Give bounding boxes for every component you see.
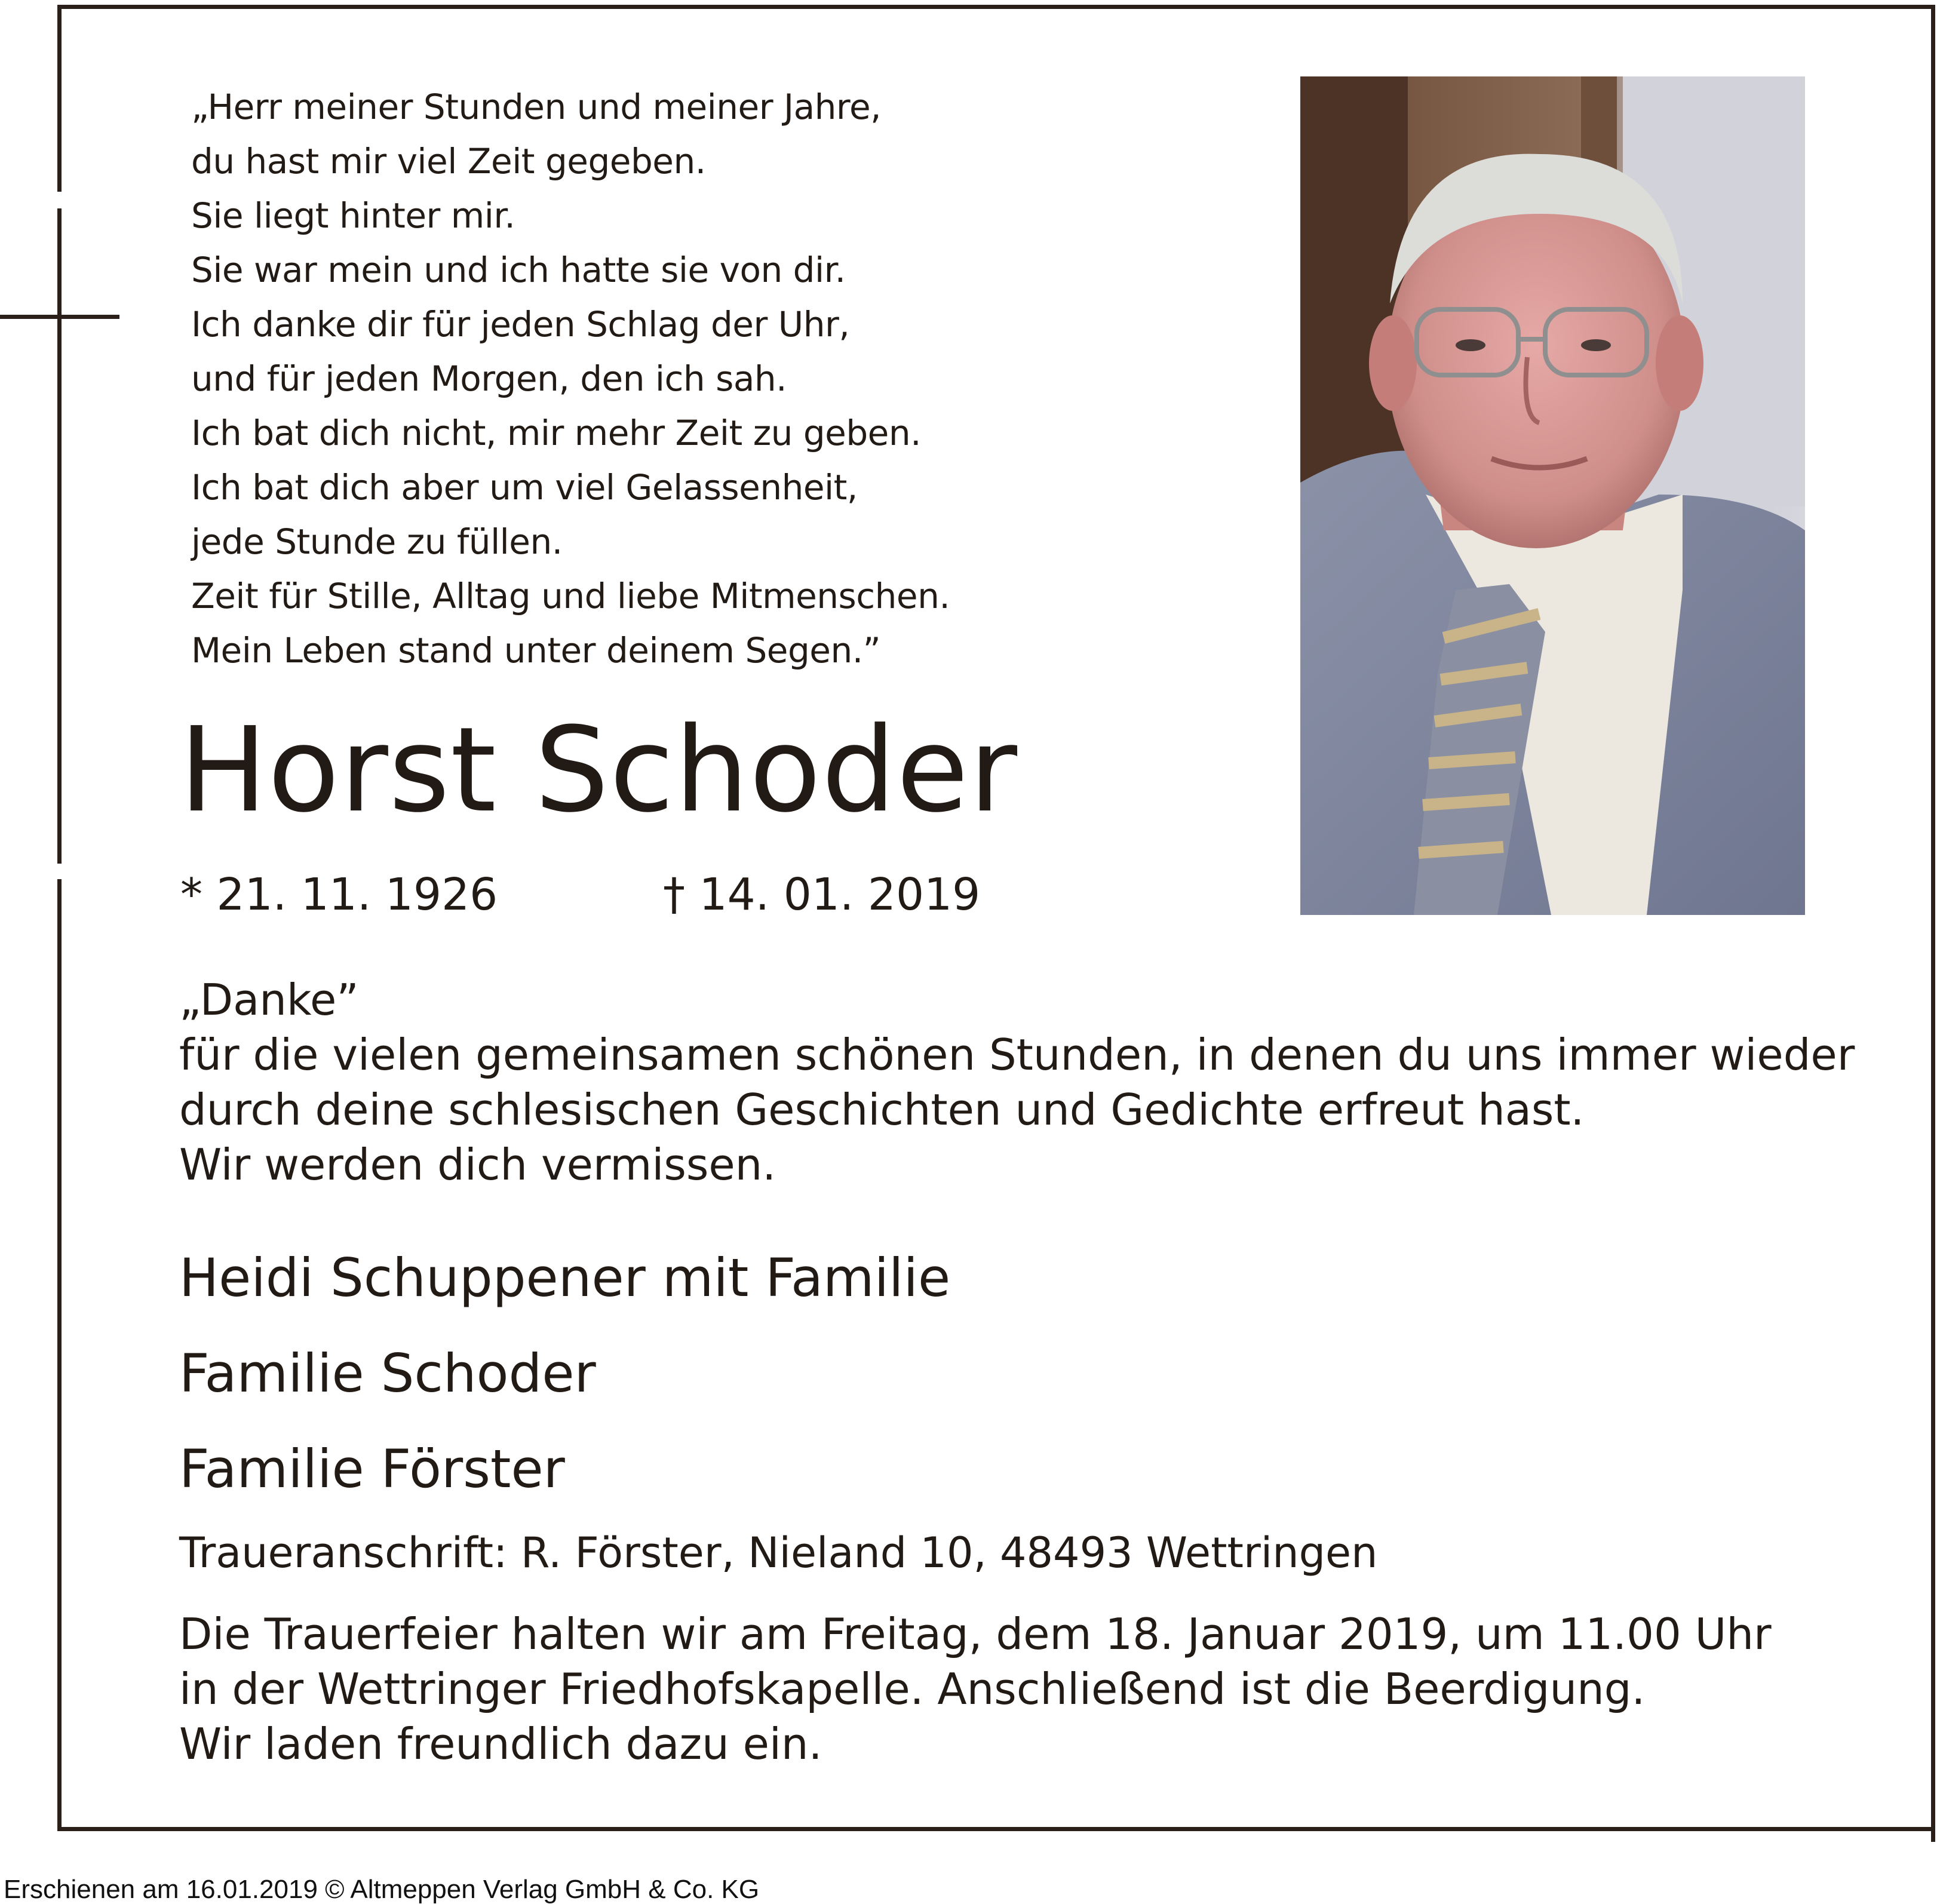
mourning-address: Traueranschrift: R. Förster, Nieland 10, 48493 Wettringen [179,1528,1378,1577]
poem-line: du hast mir viel Zeit gegeben. [191,141,706,182]
thanks-line: Wir werden dich vermissen. [179,1140,776,1190]
mourning-families [179,1230,950,1517]
poem-line: Mein Leben stand unter deinem Segen.” [191,630,881,671]
frame-left-border [57,879,62,1831]
cross-vertical-beam [57,208,62,864]
thanks-line: durch deine schlesischen Geschichten und Gedichte erfreut hast. [179,1085,1585,1135]
death-date: † 14. 01. 2019 [663,869,981,920]
portrait-photo [1300,76,1805,915]
poem-line: Sie liegt hinter mir. [191,195,515,236]
cross-horizontal-beam [0,315,119,319]
poem-line: und für jeden Morgen, den ich sah. [191,358,787,399]
deceased-name: Horst Schoder [179,702,1018,839]
frame-bottom-border [57,1827,1935,1831]
frame-left-border [57,5,62,192]
birth-date: * 21. 11. 1926 [180,869,498,920]
thanks-line: für die vielen gemeinsamen schönen Stunden, in denen du uns immer wieder [179,1030,1855,1080]
poem-line: Zeit für Stille, Alltag und liebe Mitmenschen. [191,576,950,616]
poem-line: Ich danke dir für jeden Schlag der Uhr, [191,304,850,345]
poem-line: „Herr meiner Stunden und meiner Jahre, [191,87,882,127]
poem [191,80,950,678]
family-name: Heidi Schuppener mit Familie [179,1247,951,1309]
publication-footer: Erschienen am 16.01.2019 © Altmeppen Verlag GmbH & Co. KG [4,1875,760,1904]
frame-top-border [57,5,1935,9]
thanks-text [179,972,1855,1192]
thanks-line: „Danke” [179,975,359,1025]
family-name: Familie Förster [179,1438,565,1500]
poem-line: Ich bat dich aber um viel Gelassenheit, [191,467,858,508]
ceremony-line: Die Trauerfeier halten wir am Freitag, dem 18. Januar 2019, um 11.00 Uhr [179,1609,1772,1659]
ceremony-line: in der Wettringer Friedhofskapelle. Anschließend ist die Beerdigung. [179,1664,1646,1714]
ceremony-info [179,1607,1772,1771]
poem-line: Ich bat dich nicht, mir mehr Zeit zu geben. [191,413,922,453]
family-name: Familie Schoder [179,1343,596,1404]
frame-right-border [1931,5,1935,1842]
ceremony-line: Wir laden freundlich dazu ein. [179,1719,822,1769]
poem-line: jede Stunde zu füllen. [191,521,563,562]
poem-line: Sie war mein und ich hatte sie von dir. [191,250,846,290]
